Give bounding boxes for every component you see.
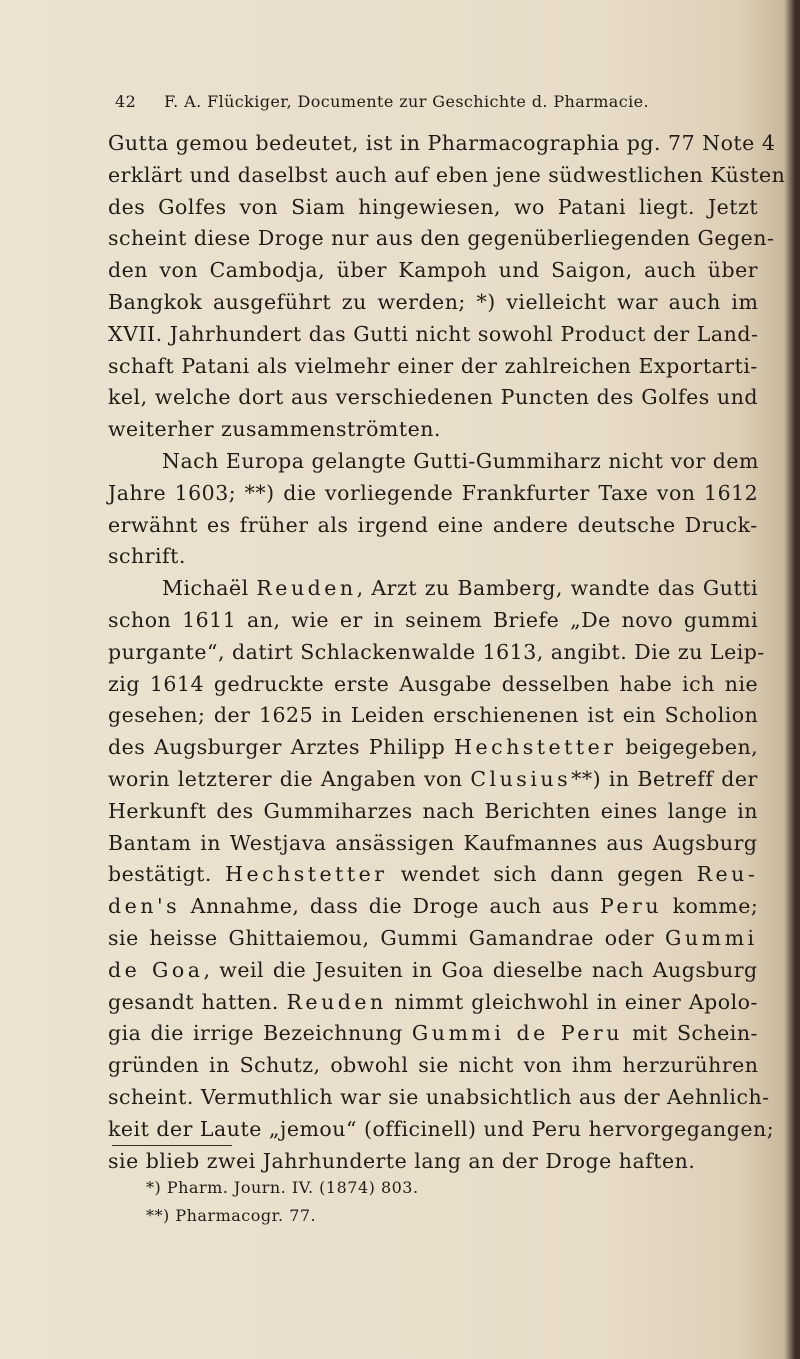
line-segment: XVII. Jahrhundert das Gutti nicht sowohl Product der Land- <box>108 321 759 346</box>
text-line <box>108 192 758 224</box>
spaced-name: Reuden <box>286 989 387 1014</box>
text-line <box>108 128 776 160</box>
text-line <box>108 287 758 319</box>
line-segment: **) in Betreff der <box>571 766 758 791</box>
line-segment: Bantam in Westjava ansässigen Kaufmannes aus Augsburg <box>108 830 758 855</box>
line-segment: beigegeben, <box>616 735 759 760</box>
line-segment: , Arzt zu Bamberg, wandte das Gutti <box>356 576 759 601</box>
text-line <box>108 605 758 637</box>
text-line <box>108 223 775 255</box>
spaced-name: Reuden <box>256 576 357 601</box>
footnote-rule <box>112 1145 232 1146</box>
text-line <box>108 255 758 287</box>
text-line <box>108 382 758 414</box>
line-segment: weiterher zusammenströmten. <box>108 417 441 442</box>
spaced-name: Hechstetter <box>225 862 388 887</box>
text-line <box>108 859 758 891</box>
spaced-name: Peru <box>600 894 663 919</box>
text-line <box>108 1146 758 1178</box>
line-segment: Bangkok ausgeführt zu werden; *) vielleicht war auch im <box>108 289 759 314</box>
line-segment: sie blieb zwei Jahrhunderte lang an der Droge haften. <box>108 1148 696 1173</box>
text-line <box>108 796 758 828</box>
line-segment: erwähnt es früher als irgend eine andere deutsche Druck- <box>108 512 758 537</box>
text-line <box>108 891 758 923</box>
line-segment: nimmt gleichwohl in einer Apolo- <box>386 989 758 1014</box>
text-line <box>108 541 758 573</box>
line-segment: des Augsburger Arztes Philipp <box>108 735 455 760</box>
line-segment: schaft Patani als vielmehr einer der zahlreichen Exportarti- <box>108 353 758 378</box>
text-line <box>108 669 758 701</box>
text-line <box>108 828 758 860</box>
spaced-name: Clusius <box>470 766 572 791</box>
line-segment: schrift. <box>108 544 186 569</box>
spaced-name: de Goa <box>108 957 204 982</box>
text-line <box>108 1050 758 1082</box>
text-line <box>108 1018 758 1050</box>
spaced-name: Gummi de Peru <box>411 1021 623 1046</box>
line-segment: erklärt und daselbst auch auf eben jene südwestlichen Küsten <box>108 162 786 187</box>
line-segment: gesandt hatten. <box>108 989 287 1014</box>
running-title: F. A. Flückiger, Documente zur Geschichte d. Pharmacie. <box>164 92 649 111</box>
line-segment: schon 1611 an, wie er in seinem Briefe „De novo gummi <box>108 607 759 632</box>
line-segment: bestätigt. <box>108 862 226 887</box>
text-line <box>108 764 758 796</box>
spaced-name: den's <box>108 894 181 919</box>
line-segment: wendet sich dann gegen <box>387 862 697 887</box>
text-line <box>108 637 765 669</box>
line-segment: worin letzterer die Angaben von <box>108 766 471 791</box>
line-segment: gia die irrige Bezeichnung <box>108 1021 412 1046</box>
text-line <box>108 351 758 383</box>
line-segment: den von Cambodja, über Kampoh und Saigon, auch über <box>108 258 759 283</box>
text-line <box>108 732 758 764</box>
running-header <box>115 92 715 111</box>
text-line <box>108 955 758 987</box>
text-line <box>108 478 758 510</box>
line-segment: , weil die Jesuiten in Goa dieselbe nach Augsburg <box>203 957 758 982</box>
line-segment: Annahme, dass die Droge auch aus <box>180 894 601 919</box>
line-segment: mit Schein- <box>622 1021 758 1046</box>
text-line <box>108 319 758 351</box>
line-segment: zig 1614 gedruckte erste Ausgabe desselben habe ich nie <box>108 671 759 696</box>
footnote-1: *) Pharm. Journ. IV. (1874) 803. <box>146 1178 419 1197</box>
spaced-name: Gummi <box>665 925 758 950</box>
line-segment: scheint diese Droge nur aus den gegenüberliegenden Gegen- <box>108 226 775 251</box>
line-segment: gründen in Schutz, obwohl sie nicht von ihm herzurühren <box>108 1053 759 1078</box>
text-line <box>108 1114 775 1146</box>
text-line <box>108 573 758 605</box>
text-line <box>108 700 758 732</box>
line-segment: purgante“, datirt Schlackenwalde 1613, angibt. Die zu Leip- <box>108 639 765 664</box>
page-number: 42 <box>115 92 137 111</box>
text-line <box>108 510 758 542</box>
line-segment: scheint. Vermuthlich war sie unabsichtlich aus der Aehnlich- <box>108 1084 770 1109</box>
line-segment: Nach Europa gelangte Gutti-Gummiharz nicht vor dem <box>162 448 759 473</box>
text-line <box>108 160 786 192</box>
text-line <box>108 987 758 1019</box>
line-segment: Gutta gemou bedeutet, ist in Pharmacographia pg. 77 Note 4 <box>108 131 776 155</box>
line-segment: des Golfes von Siam hingewiesen, wo Patani liegt. Jetzt <box>108 194 759 219</box>
line-segment: kel, welche dort aus verschiedenen Puncten des Golfes und <box>108 385 759 410</box>
line-segment: komme; <box>662 894 759 919</box>
body-text <box>108 128 786 1177</box>
line-segment: Michaël <box>162 576 257 601</box>
spaced-name: Reu- <box>696 862 759 887</box>
text-line <box>108 923 758 955</box>
spaced-name: Hechstetter <box>454 735 617 760</box>
line-segment: keit der Laute „jemou“ (officinell) und Peru hervorgegangen; <box>108 1116 775 1141</box>
line-segment: sie heisse Ghittaiemou, Gummi Gamandrae oder <box>108 925 666 950</box>
line-segment: gesehen; der 1625 in Leiden erschienenen ist ein Scholion <box>108 703 759 728</box>
text-line <box>108 1082 770 1114</box>
line-segment: Jahre 1603; **) die vorliegende Frankfurter Taxe von 1612 <box>108 480 759 505</box>
text-line <box>108 414 758 446</box>
line-segment: Herkunft des Gummiharzes nach Berichten eines lange in <box>108 798 758 823</box>
footnote-2: **) Pharmacogr. 77. <box>146 1206 317 1225</box>
footnotes <box>146 1174 646 1230</box>
text-line <box>108 446 758 478</box>
